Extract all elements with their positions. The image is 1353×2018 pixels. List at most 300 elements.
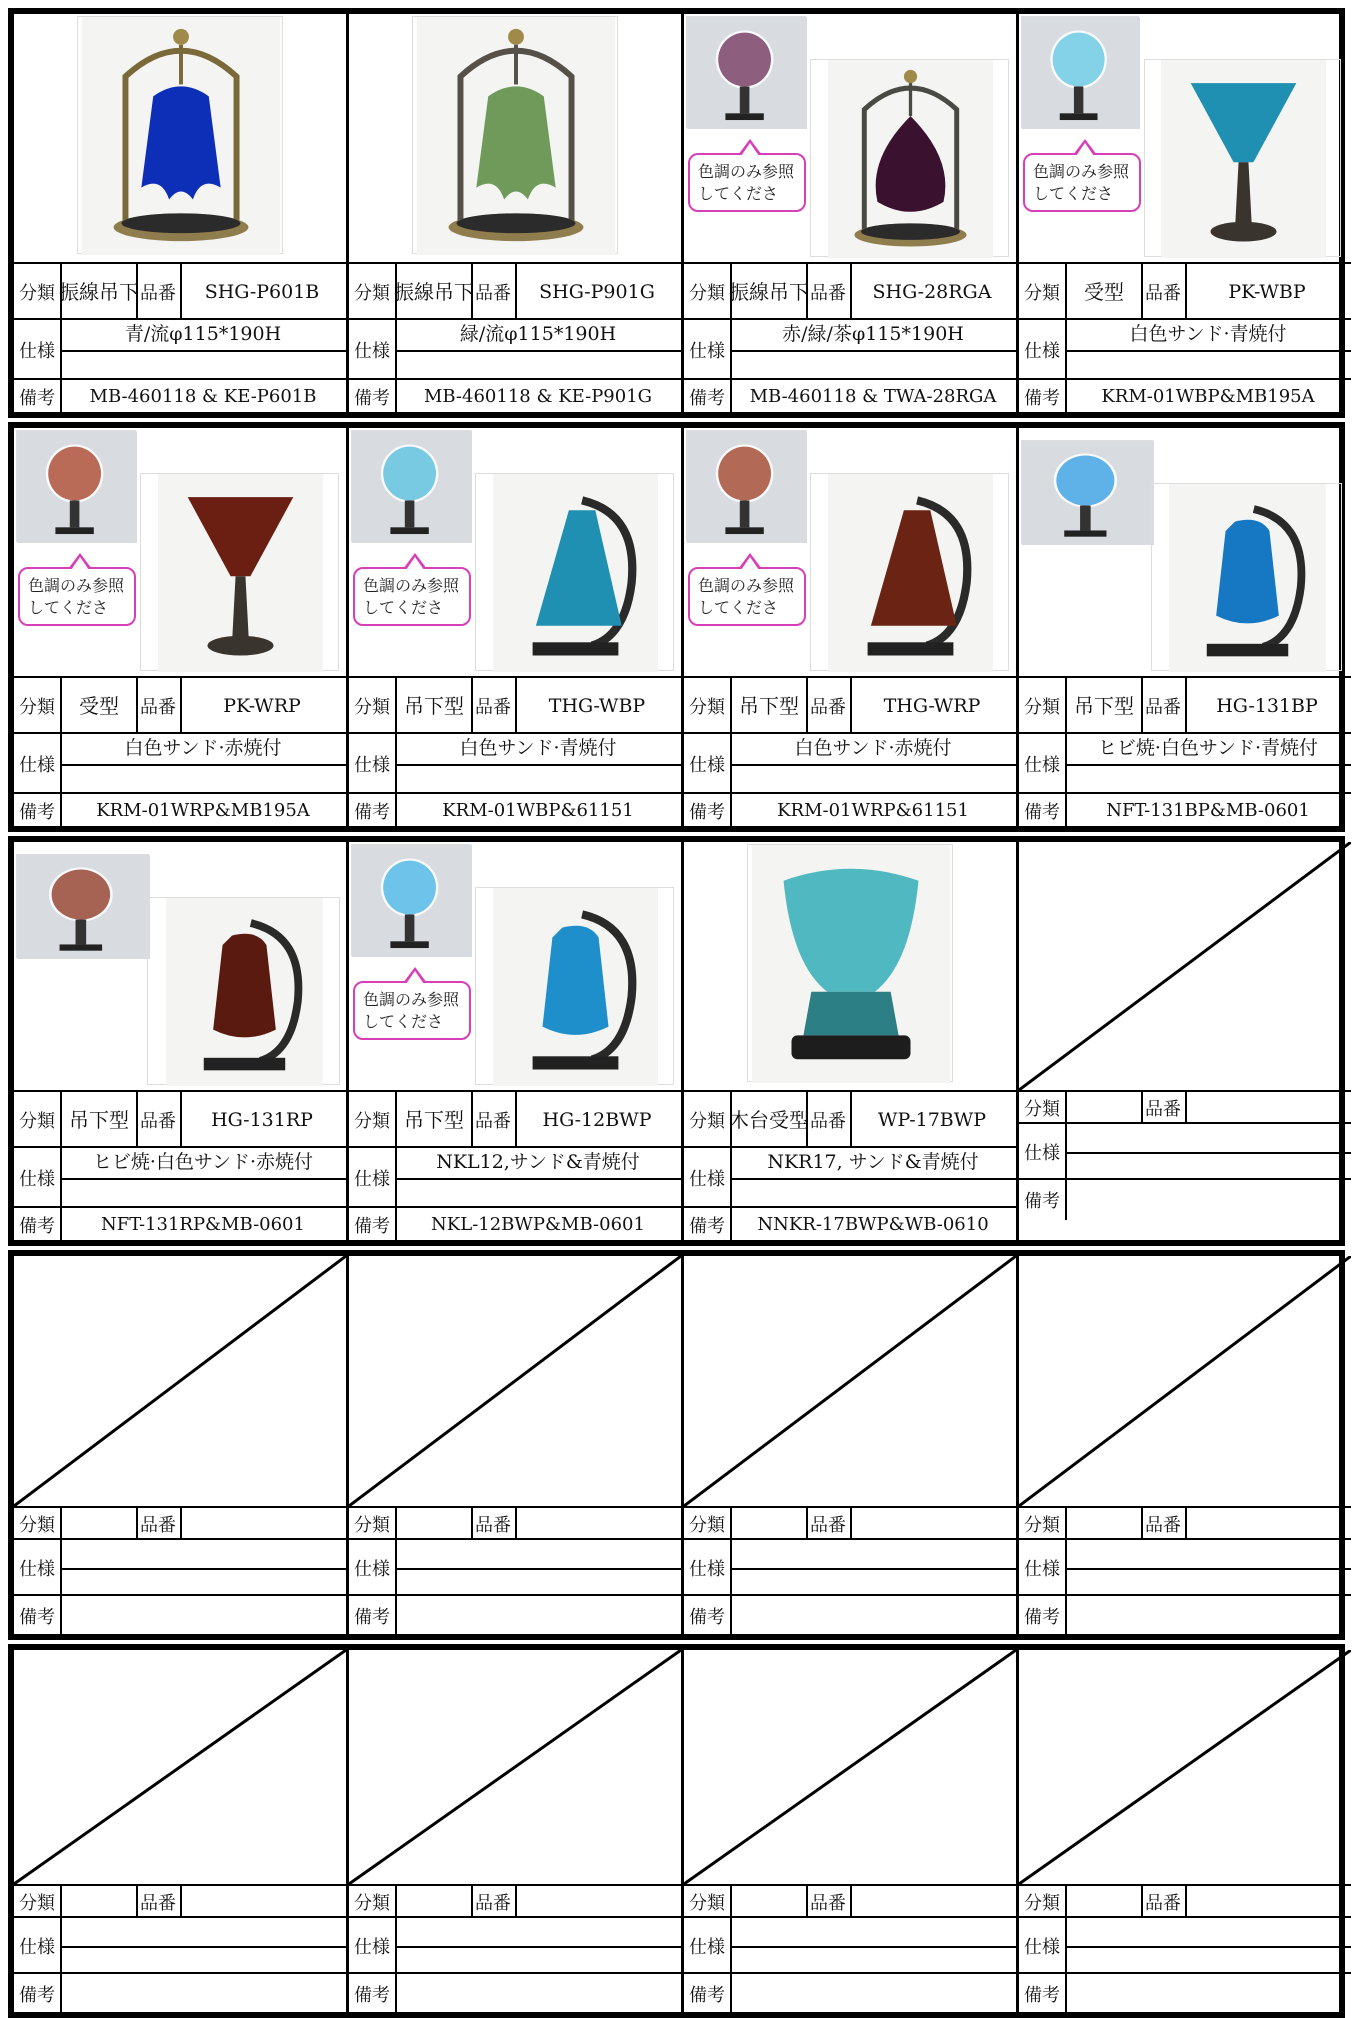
part-no-value: HG-131BP <box>1216 694 1318 717</box>
spec-label: 仕様 <box>1019 734 1067 794</box>
lit-lamp-photo <box>351 844 471 956</box>
category-value: 吊下型 <box>69 1108 129 1132</box>
note-row <box>349 1594 681 1636</box>
note-row <box>1019 1594 1351 1636</box>
part-no-label: 品番 <box>1141 1092 1187 1124</box>
spec-label: 仕様 <box>14 734 62 794</box>
note-value: MB-460118 & KE-P901G <box>423 386 653 407</box>
part-no-value: THG-WBP <box>548 694 646 717</box>
product-info <box>684 1506 1016 1634</box>
spec-row <box>14 1146 346 1208</box>
category-value: 吊下型 <box>404 694 464 718</box>
category-label: 分類 <box>1019 1508 1067 1540</box>
category-row <box>684 676 1016 734</box>
category-value: 受型 <box>1084 280 1124 304</box>
note-row <box>14 1206 346 1242</box>
empty-product-card <box>684 1256 1019 1634</box>
note-value: KRM-01WBP&MB195A <box>1101 386 1315 407</box>
spec-underline <box>730 1178 1016 1180</box>
empty-product-card <box>1019 842 1351 1240</box>
spec-row <box>14 1916 346 1974</box>
empty-product-card <box>1019 1256 1351 1634</box>
note-value: KRM-01WBP&61151 <box>442 800 634 821</box>
spec-underline <box>60 1178 346 1180</box>
spec-underline <box>60 1568 346 1570</box>
spec-label: 仕様 <box>1019 1540 1067 1596</box>
category-value: 木台受型 <box>729 1108 809 1132</box>
part-no-label: 品番 <box>136 264 182 320</box>
spec-value: 白色サンド·赤焼付 <box>124 736 282 759</box>
category-label: 分類 <box>14 264 62 320</box>
product-row <box>8 836 1345 1246</box>
note-row <box>1019 792 1351 828</box>
product-card <box>349 14 684 412</box>
spec-underline <box>1065 1568 1351 1570</box>
spec-label: 仕様 <box>1019 1124 1067 1180</box>
category-label: 分類 <box>1019 1092 1067 1124</box>
product-info <box>349 262 681 412</box>
part-no-value: WP-17BWP <box>877 1108 987 1131</box>
empty-slot-slash <box>1019 842 1351 1090</box>
spec-label: 仕様 <box>349 1918 397 1974</box>
part-no-label: 品番 <box>136 1886 182 1918</box>
note-label: 備考 <box>1019 1974 1067 2014</box>
empty-product-card <box>684 1650 1019 2012</box>
callout-text: 色調のみ参照してくださ <box>363 990 460 1031</box>
callout-text: 色調のみ参照してくださ <box>698 576 795 617</box>
spec-label: 仕様 <box>684 320 732 380</box>
product-row <box>8 1644 1345 2018</box>
product-info <box>1019 1884 1351 2012</box>
category-value: 受型 <box>79 694 119 718</box>
note-label: 備考 <box>14 794 62 828</box>
spec-underline <box>395 350 681 352</box>
lamp-photo <box>1144 59 1341 257</box>
category-row <box>349 1884 681 1918</box>
spec-value: NKL12,サンド&青焼付 <box>436 1150 640 1173</box>
empty-slot-slash <box>14 1650 346 1884</box>
category-row <box>1019 676 1351 734</box>
spec-underline <box>395 1946 681 1948</box>
lamp-photo <box>1151 483 1342 671</box>
spec-underline <box>395 1178 681 1180</box>
lamp-photo <box>810 473 1009 671</box>
lamp-photo <box>412 16 618 254</box>
category-label: 分類 <box>14 1886 62 1918</box>
category-label: 分類 <box>1019 264 1067 320</box>
product-info <box>1019 1506 1351 1634</box>
spec-value: ヒビ焼·白色サンド·赤焼付 <box>92 1150 314 1173</box>
spec-underline <box>60 1946 346 1948</box>
spec-label: 仕様 <box>349 320 397 380</box>
image-area <box>1019 428 1351 676</box>
category-label: 分類 <box>684 1508 732 1540</box>
spec-row <box>349 732 681 794</box>
note-label: 備考 <box>349 1974 397 2014</box>
note-value: NNKR-17BWP&WB-0610 <box>757 1214 989 1235</box>
note-label: 備考 <box>14 1596 62 1636</box>
part-no-label: 品番 <box>136 1508 182 1540</box>
spec-underline <box>60 764 346 766</box>
spec-row <box>1019 318 1351 380</box>
note-label: 備考 <box>1019 1596 1067 1636</box>
callout-text: 色調のみ参照してくださ <box>28 576 125 617</box>
color-note-callout <box>353 567 471 626</box>
spec-row <box>349 1146 681 1208</box>
lit-lamp-photo <box>1021 16 1139 128</box>
category-label: 分類 <box>1019 1886 1067 1918</box>
note-value: MB-460118 & KE-P601B <box>89 386 317 407</box>
empty-product-card <box>14 1650 349 2012</box>
lamp-photo <box>475 887 674 1085</box>
category-row <box>684 262 1016 320</box>
spec-row <box>14 1538 346 1596</box>
spec-row <box>1019 1122 1351 1180</box>
spec-label: 仕様 <box>1019 1918 1067 1974</box>
empty-product-card <box>1019 1650 1351 2012</box>
empty-slot-slash <box>684 1256 1016 1506</box>
part-no-value: PK-WRP <box>223 694 301 717</box>
lamp-photo <box>475 473 674 671</box>
empty-product-card <box>349 1256 684 1634</box>
spec-row <box>14 318 346 380</box>
product-card <box>1019 14 1351 412</box>
product-info <box>1019 676 1351 826</box>
part-no-value: HG-12BWP <box>542 1108 652 1131</box>
category-value: 振線吊下 <box>59 280 139 304</box>
note-label: 備考 <box>349 1208 397 1242</box>
spec-row <box>349 1916 681 1974</box>
spec-underline <box>395 1568 681 1570</box>
lit-lamp-photo <box>1021 440 1153 544</box>
part-no-value: SHG-P601B <box>204 280 320 303</box>
note-row <box>349 378 681 414</box>
note-label: 備考 <box>684 380 732 414</box>
callout-text: 色調のみ参照してくださ <box>1033 162 1130 203</box>
product-info <box>14 1506 346 1634</box>
product-info <box>684 676 1016 826</box>
note-label: 備考 <box>684 1596 732 1636</box>
spec-label: 仕様 <box>684 1148 732 1208</box>
spec-row <box>1019 1916 1351 1974</box>
spec-row <box>684 1538 1016 1596</box>
image-area <box>349 428 681 676</box>
spec-underline <box>730 350 1016 352</box>
part-no-value: SHG-28RGA <box>872 280 992 303</box>
spec-value: 白色サンド·青焼付 <box>459 736 617 759</box>
spec-label: 仕様 <box>349 1540 397 1596</box>
category-value: 振線吊下 <box>729 280 809 304</box>
product-card <box>1019 428 1351 826</box>
spec-row <box>349 318 681 380</box>
part-no-label: 品番 <box>806 264 852 320</box>
spec-value: 白色サンド·赤焼付 <box>794 736 952 759</box>
color-note-callout <box>1023 153 1141 212</box>
note-value: NFT-131RP&MB-0601 <box>101 1214 305 1235</box>
spec-value: NKR17, サンド&青焼付 <box>767 1150 979 1173</box>
category-row <box>14 1090 346 1148</box>
spec-underline <box>395 764 681 766</box>
image-area <box>1019 842 1351 1090</box>
category-row <box>1019 1884 1351 1918</box>
product-info <box>14 676 346 826</box>
note-label: 備考 <box>1019 380 1067 414</box>
lamp-photo <box>147 897 340 1085</box>
empty-slot-slash <box>14 1256 346 1506</box>
product-info <box>684 262 1016 412</box>
category-row <box>349 1090 681 1148</box>
category-value: 吊下型 <box>404 1108 464 1132</box>
lamp-photo <box>140 473 339 671</box>
note-label: 備考 <box>684 1974 732 2014</box>
lit-lamp-photo <box>16 854 149 958</box>
spec-label: 仕様 <box>349 734 397 794</box>
note-value: NFT-131BP&MB-0601 <box>1106 800 1310 821</box>
image-area <box>14 14 346 262</box>
product-card <box>684 14 1019 412</box>
part-no-value: PK-WBP <box>1228 280 1306 303</box>
note-row <box>1019 378 1351 414</box>
part-no-value: SHG-P901G <box>539 280 655 303</box>
spec-underline <box>730 1946 1016 1948</box>
category-row <box>684 1090 1016 1148</box>
product-info <box>349 1884 681 2012</box>
product-info <box>1019 1090 1351 1240</box>
category-row <box>14 1506 346 1540</box>
product-info <box>14 262 346 412</box>
category-value: 吊下型 <box>1074 694 1134 718</box>
product-info <box>1019 262 1351 412</box>
empty-slot-slash <box>684 1650 1016 1884</box>
category-value: 吊下型 <box>739 694 799 718</box>
note-label: 備考 <box>349 380 397 414</box>
spec-label: 仕様 <box>14 1540 62 1596</box>
category-row <box>14 676 346 734</box>
spec-label: 仕様 <box>14 1148 62 1208</box>
image-area <box>1019 14 1351 262</box>
part-no-label: 品番 <box>1141 1886 1187 1918</box>
color-note-callout <box>688 567 806 626</box>
image-area <box>14 1650 346 1884</box>
image-area <box>349 14 681 262</box>
note-row <box>1019 1178 1351 1220</box>
spec-row <box>684 318 1016 380</box>
product-info <box>14 1090 346 1240</box>
category-row <box>684 1506 1016 1540</box>
empty-product-card <box>349 1650 684 2012</box>
part-no-label: 品番 <box>806 678 852 734</box>
image-area <box>684 428 1016 676</box>
note-label: 備考 <box>14 1974 62 2014</box>
spec-underline <box>730 764 1016 766</box>
category-label: 分類 <box>349 1508 397 1540</box>
image-area <box>14 1256 346 1506</box>
category-label: 分類 <box>349 678 397 734</box>
empty-slot-slash <box>1019 1650 1351 1884</box>
color-note-callout <box>688 153 806 212</box>
category-label: 分類 <box>684 264 732 320</box>
part-no-label: 品番 <box>471 1092 517 1148</box>
note-row <box>349 1206 681 1242</box>
note-row <box>14 1594 346 1636</box>
part-no-label: 品番 <box>471 1508 517 1540</box>
category-label: 分類 <box>684 1886 732 1918</box>
spec-value: 白色サンド·青焼付 <box>1129 322 1287 345</box>
product-card <box>14 842 349 1240</box>
part-no-label: 品番 <box>806 1508 852 1540</box>
product-row <box>8 1250 1345 1640</box>
category-row <box>349 262 681 320</box>
product-info <box>349 1506 681 1634</box>
note-row <box>14 792 346 828</box>
note-value: KRM-01WRP&MB195A <box>96 800 310 821</box>
product-card <box>684 842 1019 1240</box>
spec-underline <box>60 350 346 352</box>
note-label: 備考 <box>14 380 62 414</box>
lit-lamp-photo <box>16 430 136 542</box>
empty-slot-slash <box>349 1650 681 1884</box>
part-no-label: 品番 <box>471 264 517 320</box>
note-label: 備考 <box>684 794 732 828</box>
product-info <box>349 676 681 826</box>
note-row <box>684 1594 1016 1636</box>
spec-label: 仕様 <box>14 320 62 380</box>
note-value: NKL-12BWP&MB-0601 <box>431 1214 645 1235</box>
category-row <box>14 1884 346 1918</box>
image-area <box>684 842 1016 1090</box>
image-area <box>349 1650 681 1884</box>
callout-text: 色調のみ参照してくださ <box>363 576 460 617</box>
note-label: 備考 <box>1019 794 1067 828</box>
spec-underline <box>1065 350 1351 352</box>
image-area <box>14 428 346 676</box>
category-label: 分類 <box>684 678 732 734</box>
part-no-value: HG-131RP <box>211 1108 313 1131</box>
note-row <box>349 792 681 828</box>
category-label: 分類 <box>349 264 397 320</box>
note-row <box>684 378 1016 414</box>
part-no-label: 品番 <box>806 1886 852 1918</box>
spec-label: 仕様 <box>684 1918 732 1974</box>
category-row <box>349 1506 681 1540</box>
image-area <box>14 842 346 1090</box>
product-info <box>684 1090 1016 1240</box>
lamp-photo <box>747 844 953 1082</box>
lit-lamp-photo <box>686 430 806 542</box>
spec-row <box>14 732 346 794</box>
color-note-callout <box>18 567 136 626</box>
image-area <box>1019 1650 1351 1884</box>
note-row <box>684 1972 1016 2014</box>
note-value: MB-460118 & TWA-28RGA <box>749 386 997 407</box>
category-label: 分類 <box>14 678 62 734</box>
product-info <box>349 1090 681 1240</box>
image-area <box>684 14 1016 262</box>
note-label: 備考 <box>1019 1180 1067 1220</box>
part-no-label: 品番 <box>1141 264 1187 320</box>
category-row <box>349 676 681 734</box>
image-area <box>1019 1256 1351 1506</box>
image-area <box>684 1256 1016 1506</box>
empty-product-card <box>14 1256 349 1634</box>
category-label: 分類 <box>1019 678 1067 734</box>
note-label: 備考 <box>349 794 397 828</box>
spec-row <box>1019 1538 1351 1596</box>
category-label: 分類 <box>349 1886 397 1918</box>
image-area <box>684 1650 1016 1884</box>
category-label: 分類 <box>684 1092 732 1148</box>
spec-label: 仕様 <box>349 1148 397 1208</box>
spec-underline <box>1065 1946 1351 1948</box>
product-row <box>8 422 1345 832</box>
product-info <box>14 1884 346 2012</box>
note-value: KRM-01WRP&61151 <box>777 800 969 821</box>
part-no-label: 品番 <box>1141 678 1187 734</box>
spec-value: 赤/緑/茶φ115*190H <box>782 322 964 345</box>
category-row <box>684 1884 1016 1918</box>
part-no-label: 品番 <box>471 1886 517 1918</box>
spec-row <box>684 1146 1016 1208</box>
note-row <box>684 1206 1016 1242</box>
spec-underline <box>730 1568 1016 1570</box>
empty-slot-slash <box>349 1256 681 1506</box>
note-label: 備考 <box>349 1596 397 1636</box>
spec-value: 緑/流φ115*190H <box>459 322 617 345</box>
category-row <box>14 262 346 320</box>
note-row <box>349 1972 681 2014</box>
spec-value: 青/流φ115*190H <box>124 322 282 345</box>
part-no-label: 品番 <box>1141 1508 1187 1540</box>
lit-lamp-photo <box>686 16 806 128</box>
product-card <box>349 842 684 1240</box>
spec-label: 仕様 <box>1019 320 1067 380</box>
image-area <box>349 1256 681 1506</box>
lamp-photo <box>77 16 283 254</box>
category-row <box>1019 1090 1351 1124</box>
category-row <box>1019 262 1351 320</box>
spec-row <box>684 1916 1016 1974</box>
note-row <box>14 378 346 414</box>
part-no-value: THG-WRP <box>883 694 981 717</box>
spec-underline <box>1065 1152 1351 1154</box>
part-no-label: 品番 <box>136 1092 182 1148</box>
image-area <box>349 842 681 1090</box>
category-value: 振線吊下 <box>394 280 474 304</box>
note-row <box>684 792 1016 828</box>
spec-label: 仕様 <box>14 1918 62 1974</box>
part-no-label: 品番 <box>471 678 517 734</box>
spec-row <box>1019 732 1351 794</box>
note-label: 備考 <box>14 1208 62 1242</box>
spec-underline <box>1065 764 1351 766</box>
category-label: 分類 <box>14 1508 62 1540</box>
part-no-label: 品番 <box>806 1092 852 1148</box>
note-row <box>1019 1972 1351 2014</box>
product-card <box>14 14 349 412</box>
spec-row <box>349 1538 681 1596</box>
spec-row <box>684 732 1016 794</box>
spec-label: 仕様 <box>684 734 732 794</box>
lit-lamp-photo <box>351 430 471 542</box>
category-row <box>1019 1506 1351 1540</box>
color-note-callout <box>353 981 471 1040</box>
spec-label: 仕様 <box>684 1540 732 1596</box>
product-card <box>684 428 1019 826</box>
note-row <box>14 1972 346 2014</box>
product-row <box>8 8 1345 418</box>
callout-text: 色調のみ参照してくださ <box>698 162 795 203</box>
category-label: 分類 <box>349 1092 397 1148</box>
